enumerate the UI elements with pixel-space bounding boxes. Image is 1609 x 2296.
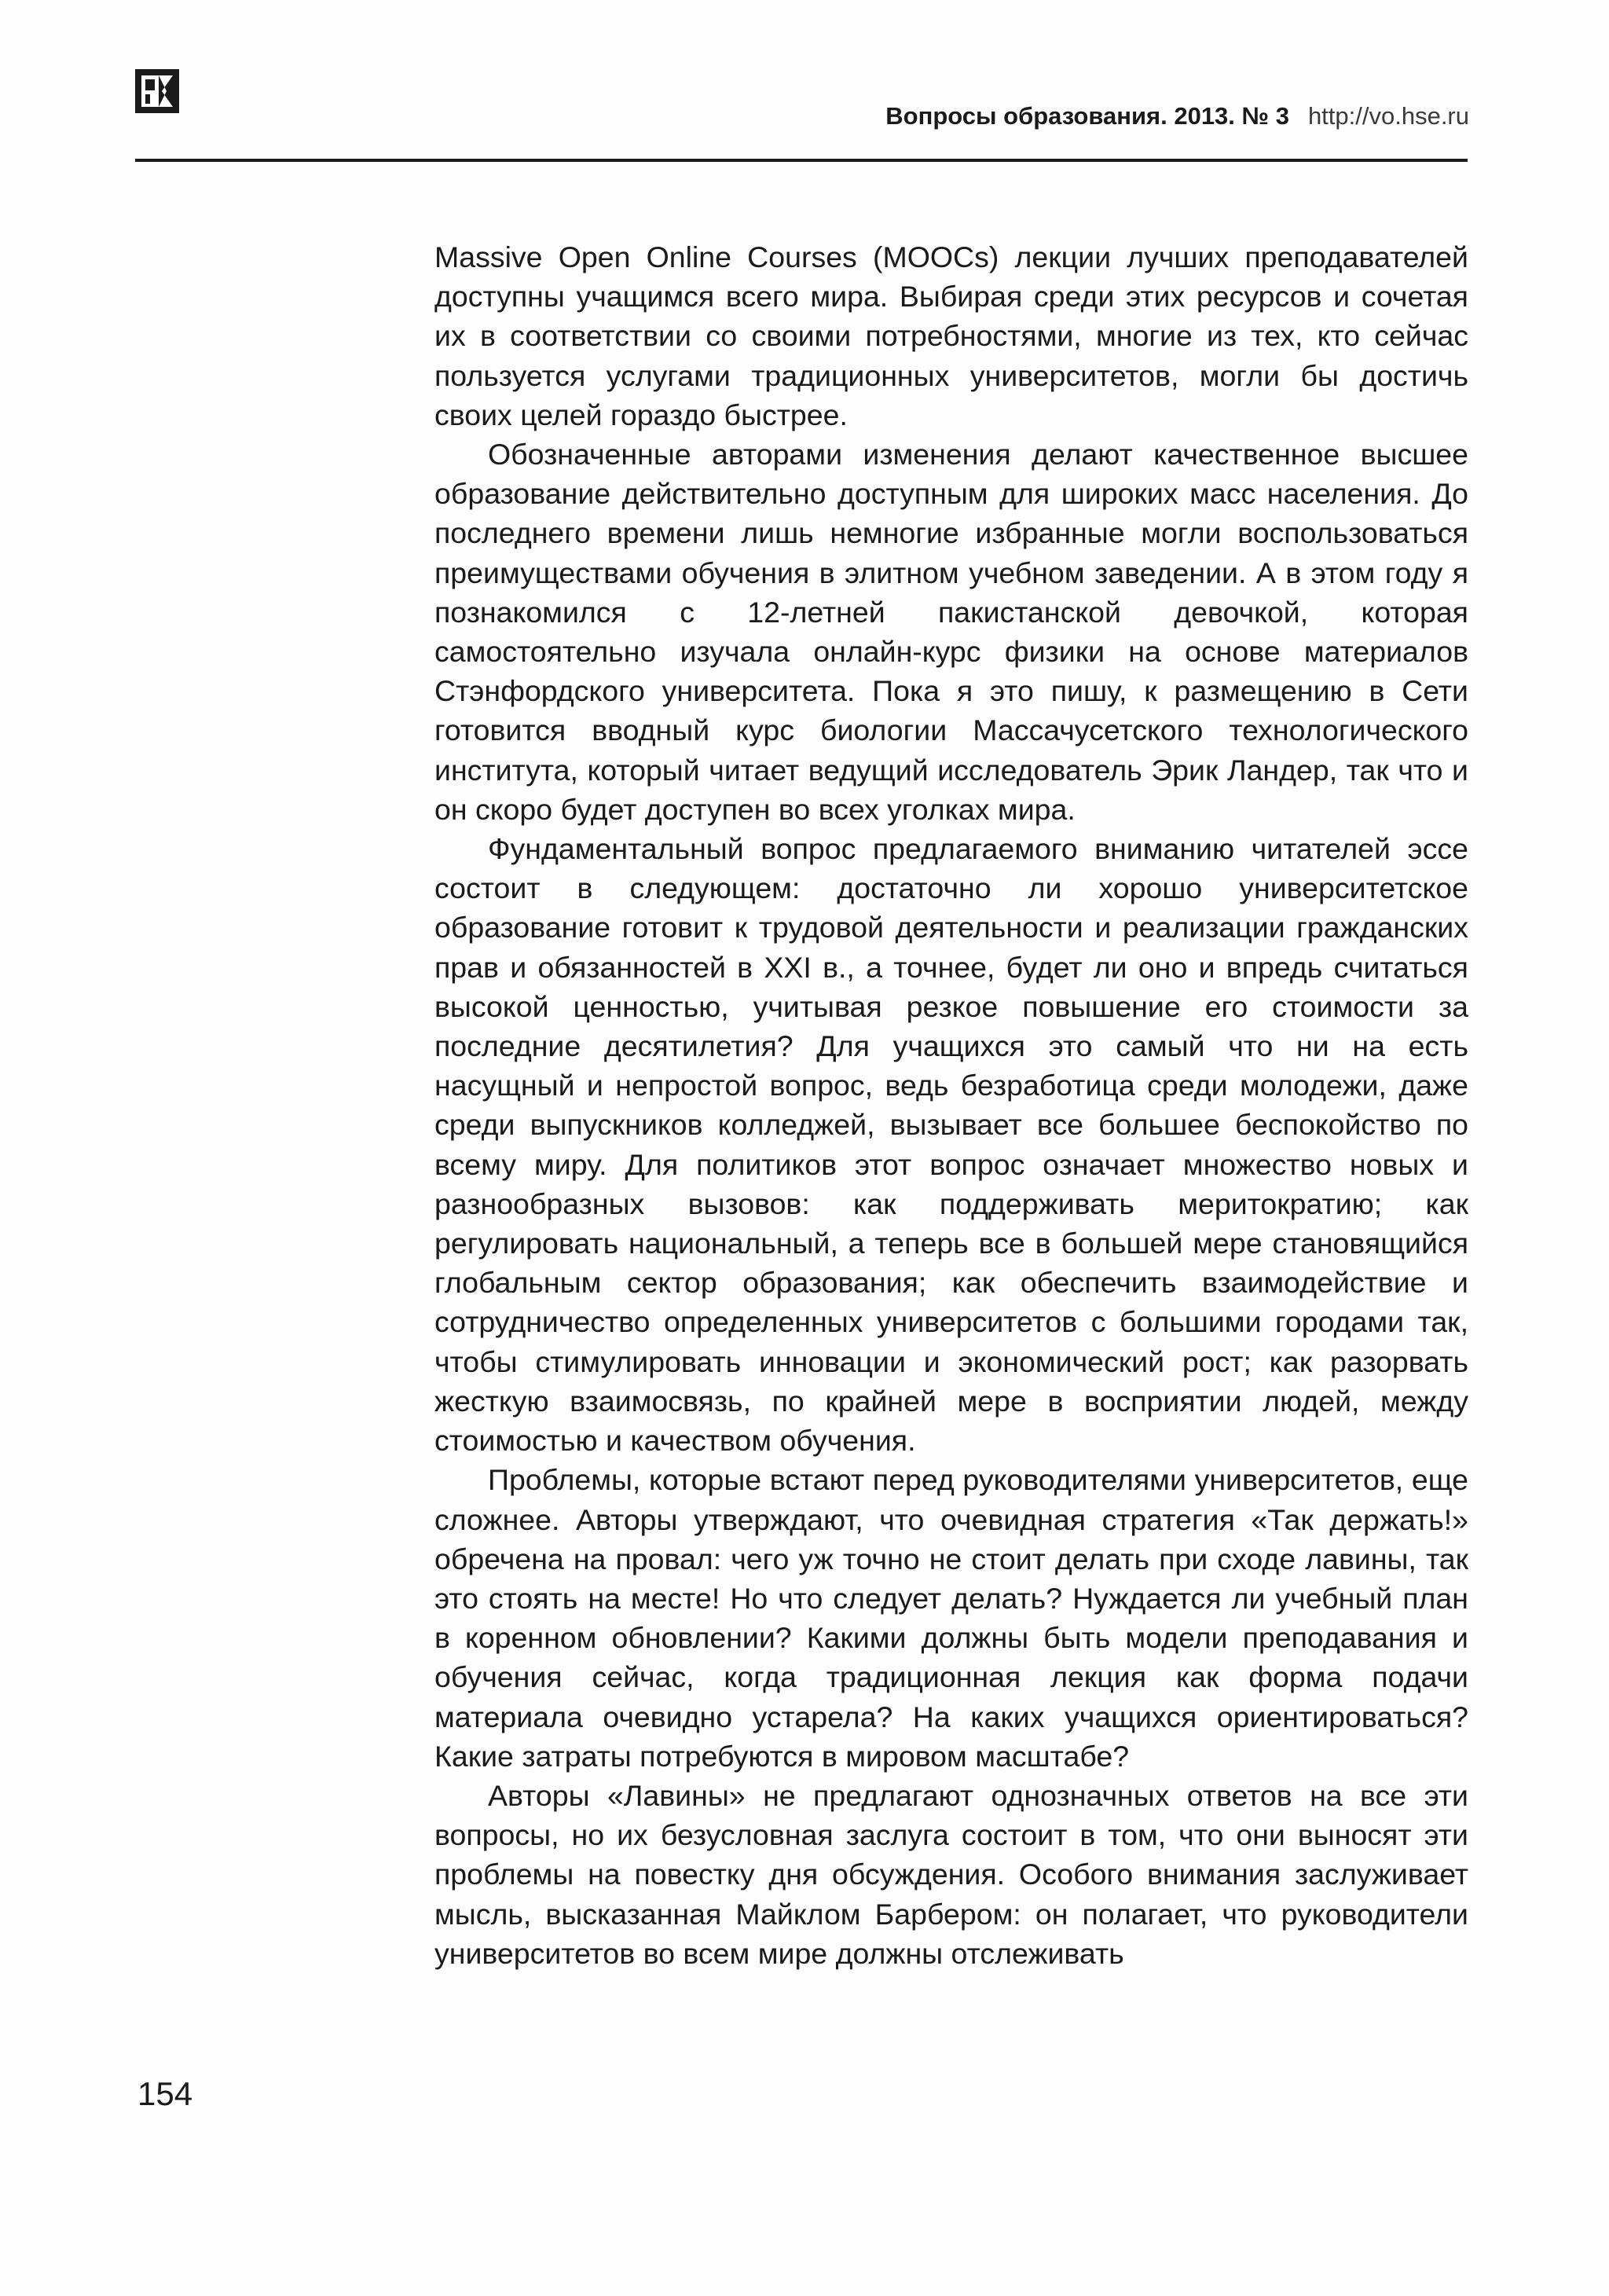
header-divider	[135, 159, 1468, 162]
journal-url[interactable]: http://vo.hse.ru	[1307, 102, 1469, 130]
paragraph-4: Проблемы, которые встают перед руководителями университетов, еще сложнее. Авторы утверждают, что очевидная стратегия «Так держать!» обречена на провал: чего уж точно не стоит делать при сходе лавины, так это стоять на месте! Но что следует делать? Нуждается ли учебный план в коренном обновлении? Какими должны быть модели преподавания и обучения сейчас, когда традиционная лекция как форма подачи материала очевидно устарела? На каких учащихся ориентироваться? Какие затраты потребуются в мировом масштабе?	[434, 1463, 1468, 1773]
journal-logo-icon	[135, 69, 179, 113]
journal-title: Вопросы образования. 2013. № 3	[885, 102, 1289, 130]
paragraph-2: Обозначенные авторами изменения делают качественное высшее образование действительно доступным для широких масс населения. До последнего времени лишь немногие избранные могли воспользоваться преимуществами обучения в элитном учебном заведении. А в этом году я познакомился с 12-летней пакистанской девочкой, которая самостоятельно изучала онлайн-курс физики на основе материалов Стэнфордского университета. Пока я это пишу, к размещению в Сети готовится вводный курс биологии Массачусетского технологического института, который читает ведущий исследователь Эрик Ландер, так что и он скоро будет доступен во всех уголках мира.	[434, 438, 1468, 826]
article-body	[434, 237, 1468, 1973]
paragraph-1: Massive Open Online Courses (MOOCs) лекции лучших преподавателей доступны учащимся всего мира. Выбирая среди этих ресурсов и сочетая их в соответствии со своими потребностями, многие из тех, кто сейчас пользуется услугами традиционных университетов, могли бы достичь своих целей гораздо быстрее.	[434, 240, 1468, 431]
running-header	[885, 101, 1469, 132]
page-number: 154	[137, 2075, 193, 2112]
paragraph-3: Фундаментальный вопрос предлагаемого вниманию читателей эссе состоит в следующем: достаточно ли хорошо университетское образование готовит к трудовой деятельности и реализации гражданских прав и обязанностей в XXI в., а точнее, будет ли оно и впредь считаться высокой ценностью, учитывая резкое повышение его стоимости за последние десятилетия? Для учащихся это самый что ни на есть насущный и непростой вопрос, ведь безработица среди молодежи, даже среди выпускников колледжей, вызывает все большее беспокойство по всему миру. Для политиков этот вопрос означает множество новых и разнообразных вызовов: как поддерживать меритократию; как регулировать национальный, а теперь все в большей мере становящийся глобальным сектор образования; как обеспечить взаимодействие и сотрудничество определенных университетов с большими городами так, чтобы стимулировать инновации и экономический рост; как разорвать жесткую взаимосвязь, по крайней мере в восприятии людей, между стоимостью и качеством обучения.	[434, 832, 1468, 1458]
paragraph-5: Авторы «Лавины» не предлагают однозначных ответов на все эти вопросы, но их безусловная заслуга состоит в том, что они выносят эти проблемы на повестку дня обсуждения. Особого внимания заслуживает мысль, высказанная Майклом Барбером: он полагает, что руководители университетов во всем мире должны отслеживать	[434, 1778, 1468, 1970]
